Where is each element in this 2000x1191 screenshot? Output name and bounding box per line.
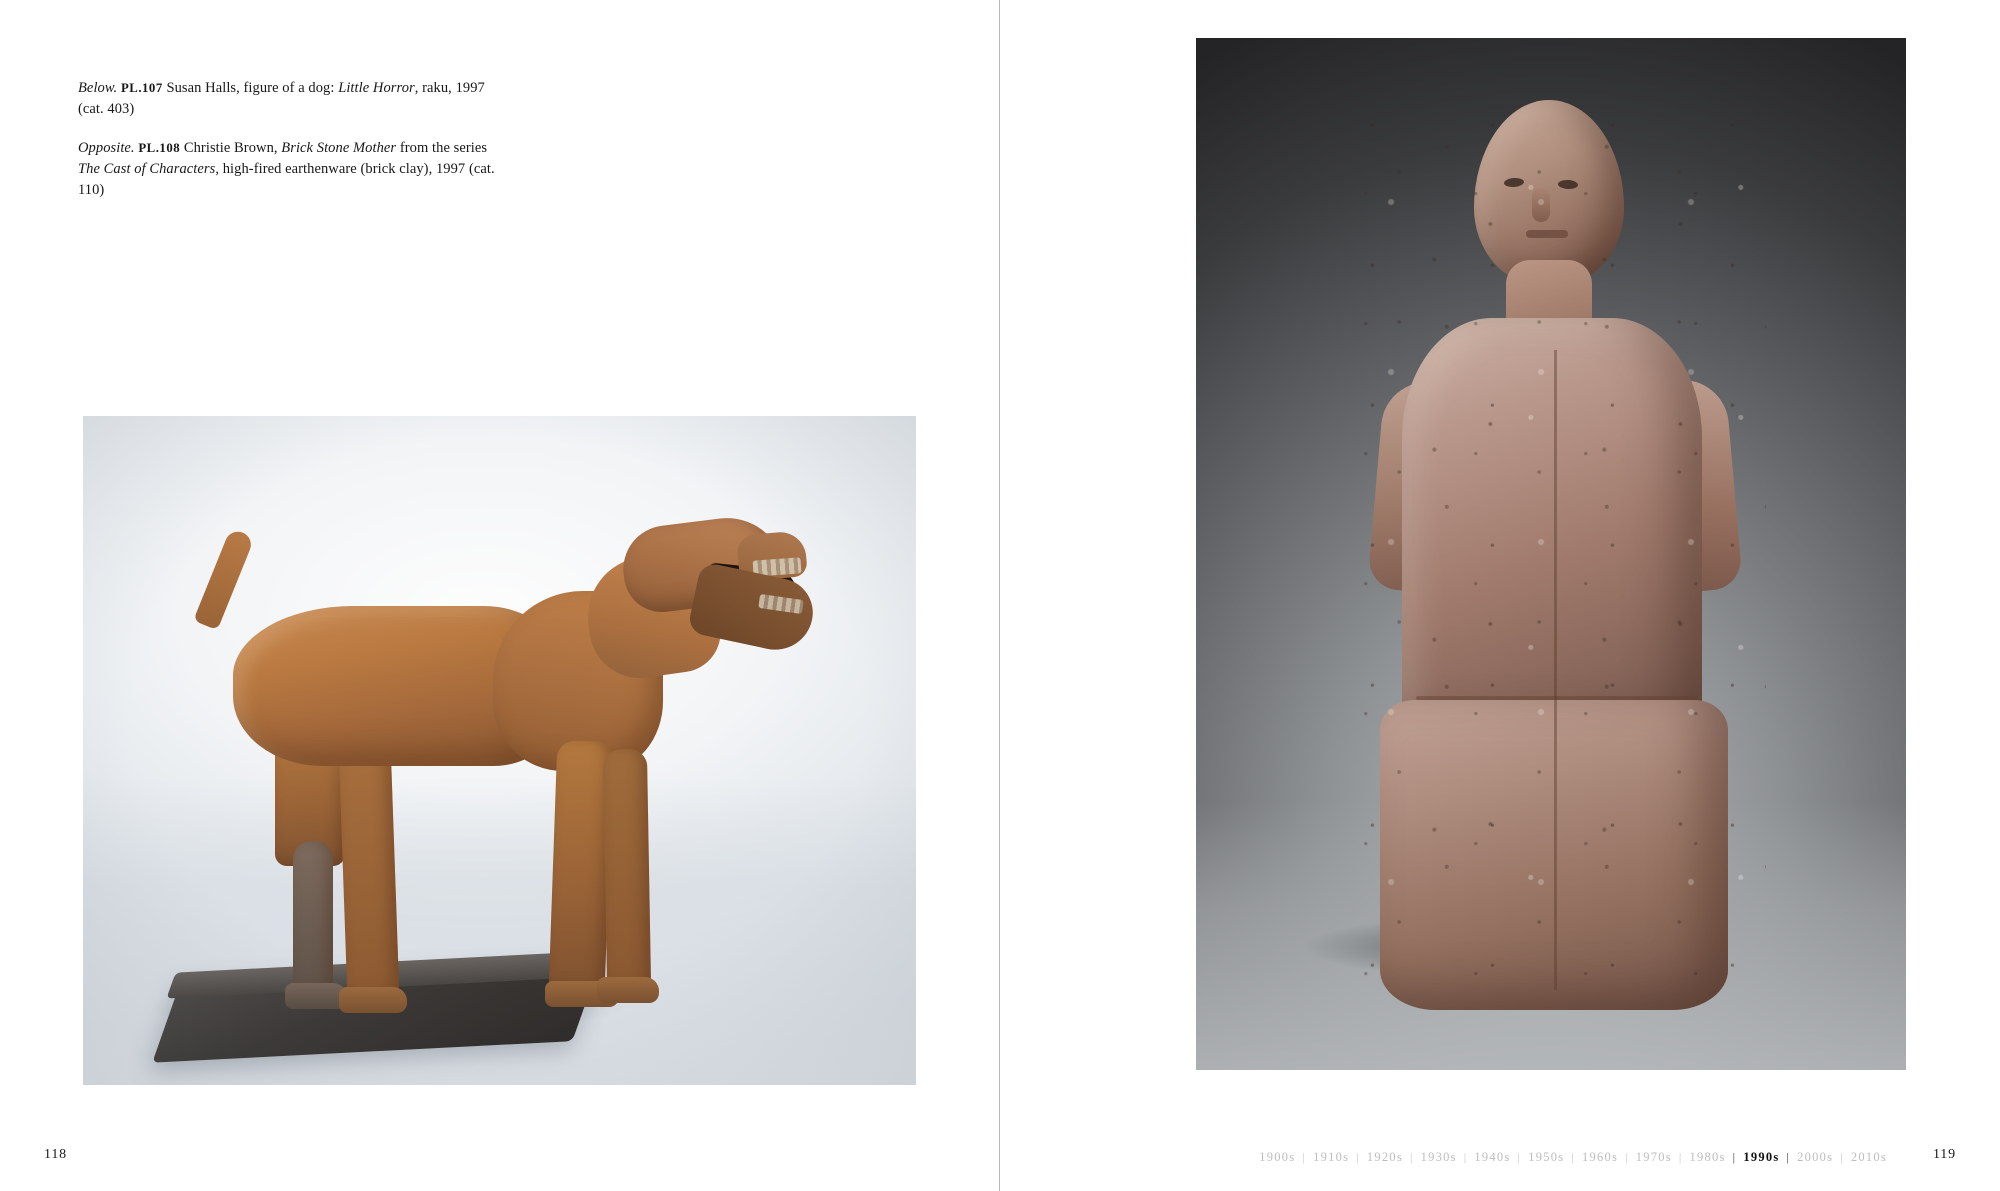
- timeline-separator: |: [1463, 1150, 1468, 1164]
- timeline-decade-1950s[interactable]: 1950s: [1528, 1150, 1565, 1164]
- timeline-decade-1940s[interactable]: 1940s: [1474, 1150, 1511, 1164]
- caption-text-tail: , high-fired earthenware (brick clay), 1997 (cat. 110): [78, 161, 495, 199]
- timeline-separator: |: [1409, 1150, 1414, 1164]
- caption-text-tail: , raku, 1997 (cat. 403): [78, 80, 485, 118]
- timeline-decade-1970s[interactable]: 1970s: [1635, 1150, 1672, 1164]
- caption-plate-107: [78, 78, 498, 120]
- caption-plate-108: [78, 138, 498, 201]
- figure-waist-seam: [1416, 696, 1698, 700]
- plate-107-image: [83, 416, 916, 1085]
- caption-text: Christie Brown,: [180, 140, 282, 157]
- timeline-separator: |: [1625, 1150, 1629, 1164]
- timeline-decade-1920s[interactable]: 1920s: [1366, 1150, 1403, 1164]
- timeline-separator-active-left: |: [1732, 1150, 1737, 1164]
- figure-sculpture: [1346, 100, 1766, 1005]
- caption-text-mid: from the series: [396, 140, 488, 157]
- timeline-decade-1910s[interactable]: 1910s: [1313, 1150, 1350, 1164]
- plate-reference: PL.108: [138, 141, 181, 156]
- caption-series-title: The Cast of Characters: [78, 161, 216, 178]
- figure-nose: [1532, 188, 1550, 222]
- caption-work-title: Little Horror: [338, 80, 415, 96]
- plate-108-image: [1196, 38, 1906, 1070]
- timeline-decade-1990s[interactable]: 1990s: [1743, 1150, 1780, 1164]
- timeline-decade-2000s[interactable]: 2000s: [1797, 1150, 1834, 1164]
- figure-centre-seam: [1554, 350, 1557, 990]
- decade-timeline[interactable]: [1252, 1150, 1894, 1165]
- timeline-separator: |: [1302, 1150, 1307, 1164]
- timeline-separator-active-right: |: [1786, 1150, 1791, 1164]
- timeline-separator: |: [1571, 1150, 1575, 1164]
- caption-lead: Below.: [78, 80, 118, 96]
- timeline-separator: |: [1517, 1150, 1522, 1164]
- timeline-separator: |: [1840, 1150, 1844, 1164]
- timeline-decade-2010s[interactable]: 2010s: [1850, 1150, 1887, 1164]
- timeline-separator: |: [1678, 1150, 1683, 1164]
- timeline-decade-1960s[interactable]: 1960s: [1581, 1150, 1619, 1164]
- page-number-right: 119: [1932, 1147, 1956, 1162]
- figure-mouth: [1526, 230, 1568, 238]
- page-right: [1000, 0, 2000, 1191]
- caption-text: Susan Halls, figure of a dog:: [162, 80, 339, 96]
- timeline-decade-1980s[interactable]: 1980s: [1689, 1150, 1726, 1164]
- timeline-decade-1900s[interactable]: 1900s: [1259, 1150, 1296, 1164]
- page-number-left: 118: [44, 1147, 68, 1162]
- timeline-separator: |: [1356, 1150, 1360, 1164]
- caption-work-title: Brick Stone Mother: [281, 140, 397, 157]
- timeline-decade-1930s[interactable]: 1930s: [1420, 1150, 1457, 1164]
- figure-torso: [1402, 318, 1702, 748]
- caption-lead: Opposite.: [78, 140, 135, 157]
- plate-107-vignette: [83, 416, 916, 1085]
- plate-reference: PL.107: [120, 81, 163, 95]
- caption-block: [78, 78, 498, 201]
